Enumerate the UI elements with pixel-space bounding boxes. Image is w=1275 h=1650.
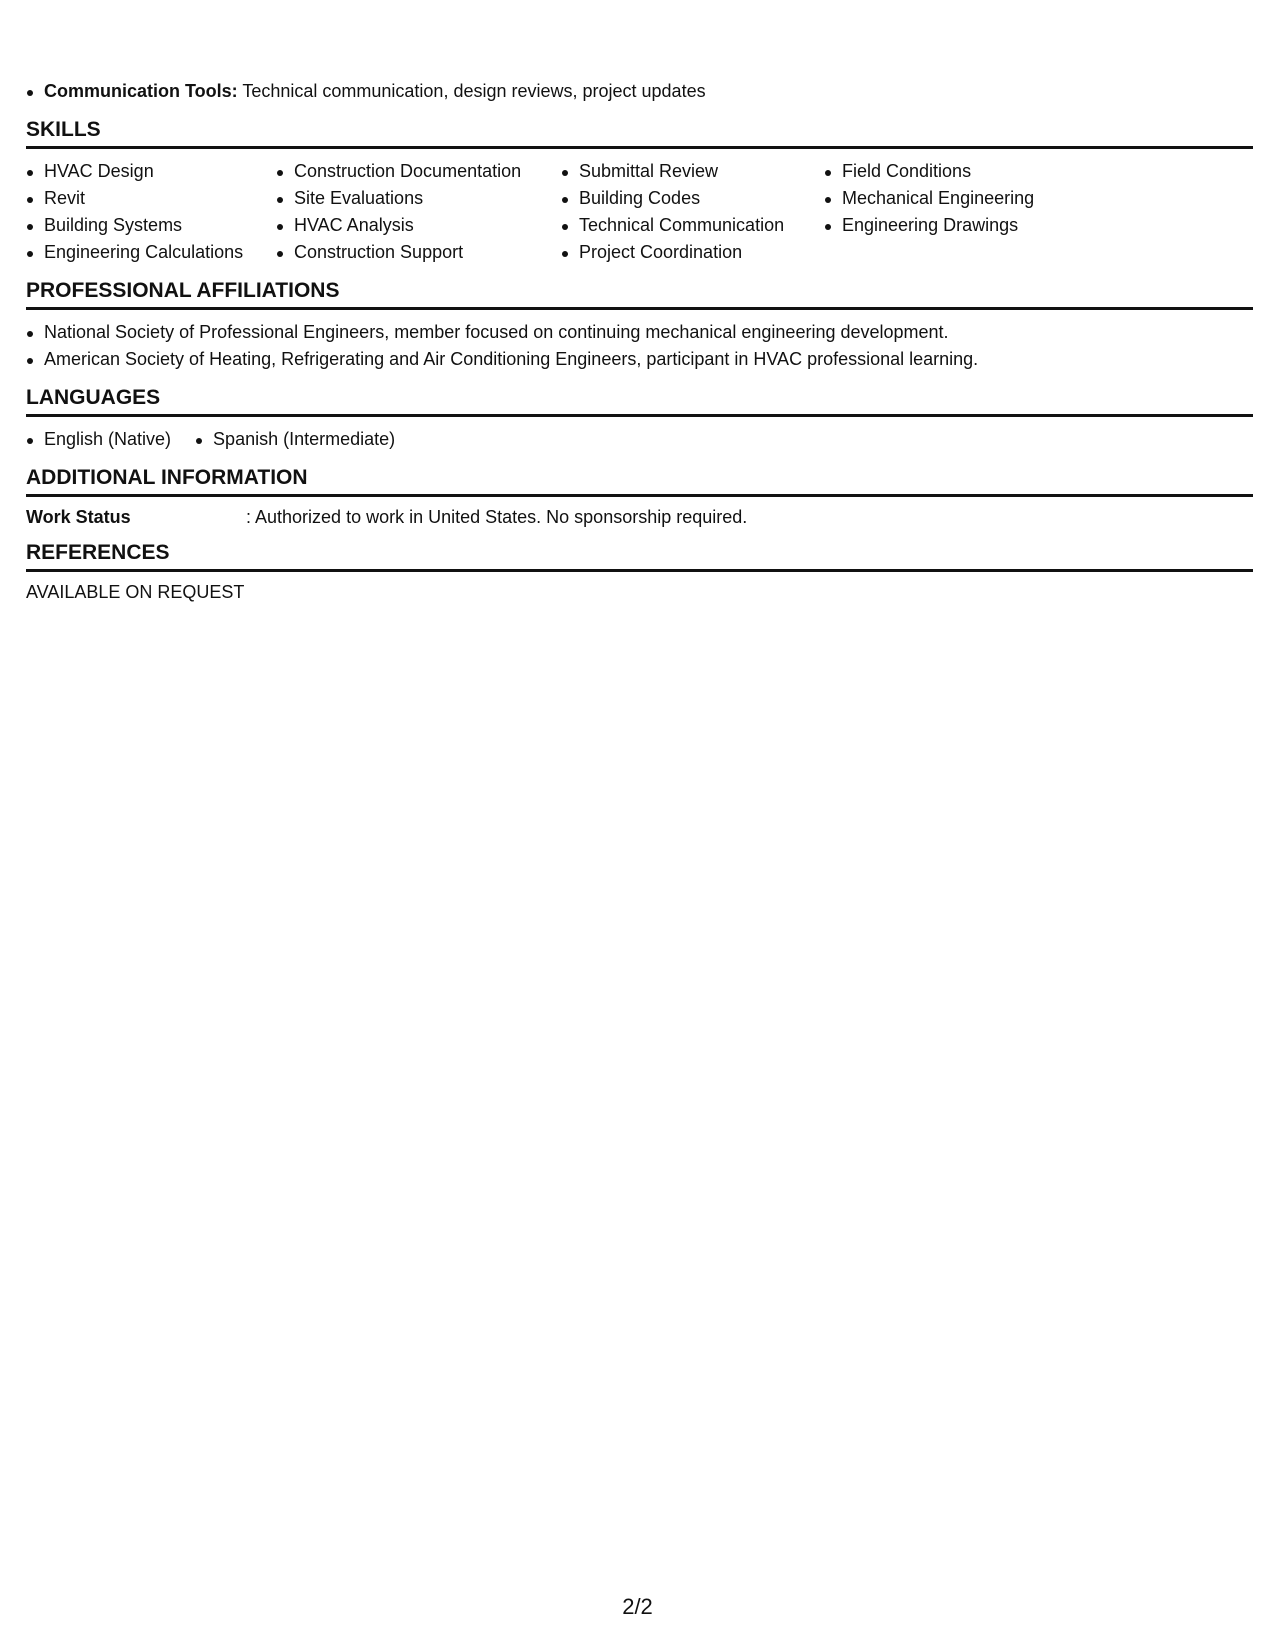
section-title: SKILLS	[26, 105, 1253, 149]
skill-item: HVAC Design	[26, 158, 276, 185]
affiliation-item: National Society of Professional Engineers, member focused on continuing mechanical engineering development.	[26, 319, 1253, 346]
references-section	[26, 528, 1253, 603]
skill-item: Project Coordination	[561, 239, 824, 266]
work-status-value: : Authorized to work in United States. No sponsorship required.	[246, 507, 748, 527]
list-item	[26, 78, 1253, 105]
skill-item: Revit	[26, 185, 276, 212]
skill-item: Site Evaluations	[276, 185, 561, 212]
section-title: ADDITIONAL INFORMATION	[26, 453, 1253, 497]
affiliations-list	[26, 310, 1253, 373]
intro-list	[26, 78, 1253, 105]
skill-item: Engineering Calculations	[26, 239, 276, 266]
section-title: REFERENCES	[26, 528, 1253, 572]
page-number: 2/2	[622, 1594, 653, 1619]
skill-item: Technical Communication	[561, 212, 824, 239]
item-label: Communication Tools:	[44, 81, 238, 101]
resume-page	[26, 78, 1253, 603]
section-title: LANGUAGES	[26, 373, 1253, 417]
skill-item: Submittal Review	[561, 158, 824, 185]
skill-item: HVAC Analysis	[276, 212, 561, 239]
work-status-row	[26, 497, 1253, 528]
skills-column-4	[824, 158, 1084, 266]
languages-list	[26, 417, 1253, 453]
affiliations-section	[26, 266, 1253, 373]
additional-section	[26, 453, 1253, 528]
skill-item: Field Conditions	[824, 158, 1084, 185]
work-status-label: Work Status	[26, 507, 131, 527]
skills-section	[26, 105, 1253, 266]
skills-column-3	[561, 158, 824, 266]
language-item: Spanish (Intermediate)	[195, 426, 395, 453]
skill-item: Construction Documentation	[276, 158, 561, 185]
skill-item: Engineering Drawings	[824, 212, 1084, 239]
skill-item: Building Codes	[561, 185, 824, 212]
skills-grid	[26, 149, 1253, 266]
affiliation-item: American Society of Heating, Refrigerating and Air Conditioning Engineers, participant in HVAC professional learning.	[26, 346, 1253, 373]
skills-column-2	[276, 158, 561, 266]
language-item: English (Native)	[26, 426, 171, 453]
skill-item: Construction Support	[276, 239, 561, 266]
skill-item: Building Systems	[26, 212, 276, 239]
item-text: Technical communication, design reviews, project updates	[237, 81, 706, 101]
section-title: PROFESSIONAL AFFILIATIONS	[26, 266, 1253, 310]
skill-item: Mechanical Engineering	[824, 185, 1084, 212]
languages-section	[26, 373, 1253, 453]
references-text: AVAILABLE ON REQUEST	[26, 582, 245, 602]
skills-column-1	[26, 158, 276, 266]
